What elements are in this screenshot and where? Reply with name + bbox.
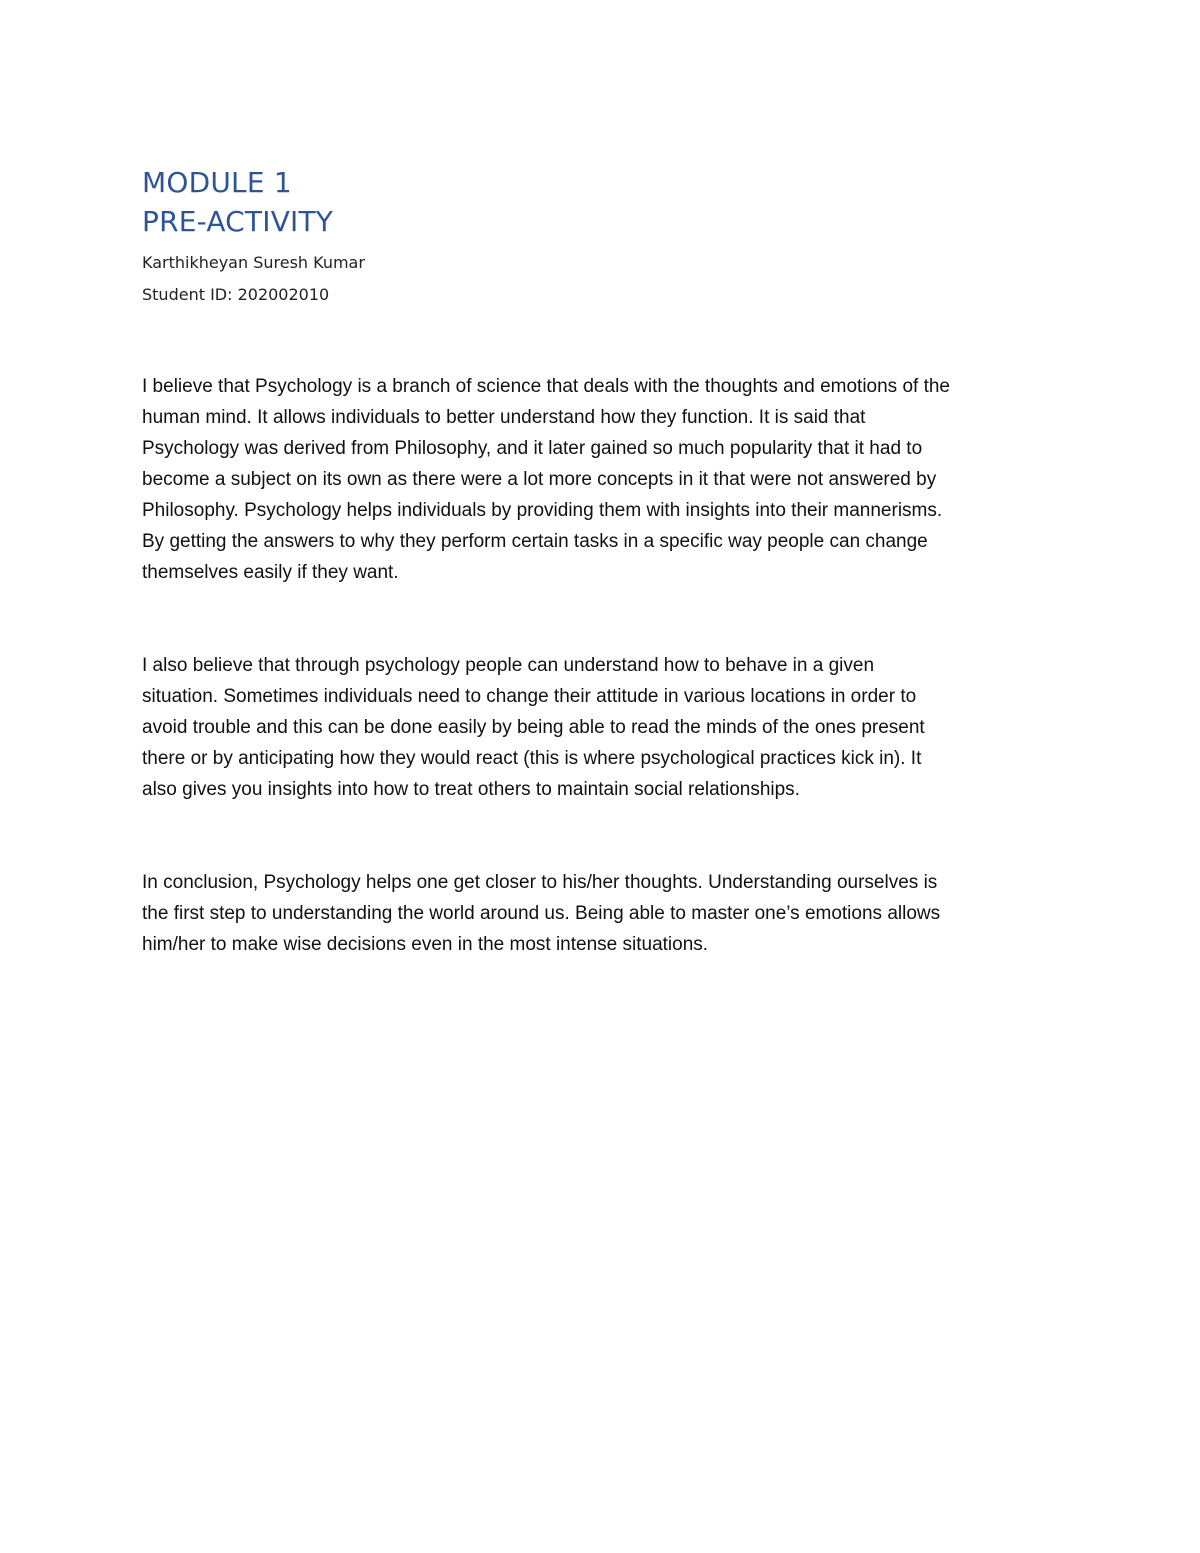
document-content [142,163,1062,960]
paragraph-3: In conclusion, Psychology helps one get closer to his/her thoughts. Understanding ourselves is the first step to understanding the world around us. Being able to master one’s emotions allows him/her to make wise decisions even in the most intense situations. [142,872,941,955]
paragraph-2: I also believe that through psychology people can understand how to behave in a given situation. Sometimes individuals need to change their attitude in various locations in order to avoid trouble and this can be done easily by being able to read the minds of the ones present there or by anticipating how they would react (this is where psychological practices kick in). It also gives you insights into how to treat others to maintain social relationships. [142,655,925,800]
student-id: Student ID: 202002010 [142,285,330,304]
activity-title: PRE-ACTIVITY [142,205,334,238]
paragraph-1: I believe that Psychology is a branch of science that deals with the thoughts and emotions of the human mind. It allows individuals to better understand how they function. It is said that Psychology was derived from Philosophy, and it later gained so much popularity that it had to become a subject on its own as there were a lot more concepts in it that were not answered by Philosophy. Psychology helps individuals by providing them with insights into their mannerisms. By getting the answers to why they perform certain tasks in a specific way people can change themselves easily if they want. [142,376,950,583]
module-title: MODULE 1 [142,166,292,199]
author-name: Karthikheyan Suresh Kumar [142,253,365,272]
